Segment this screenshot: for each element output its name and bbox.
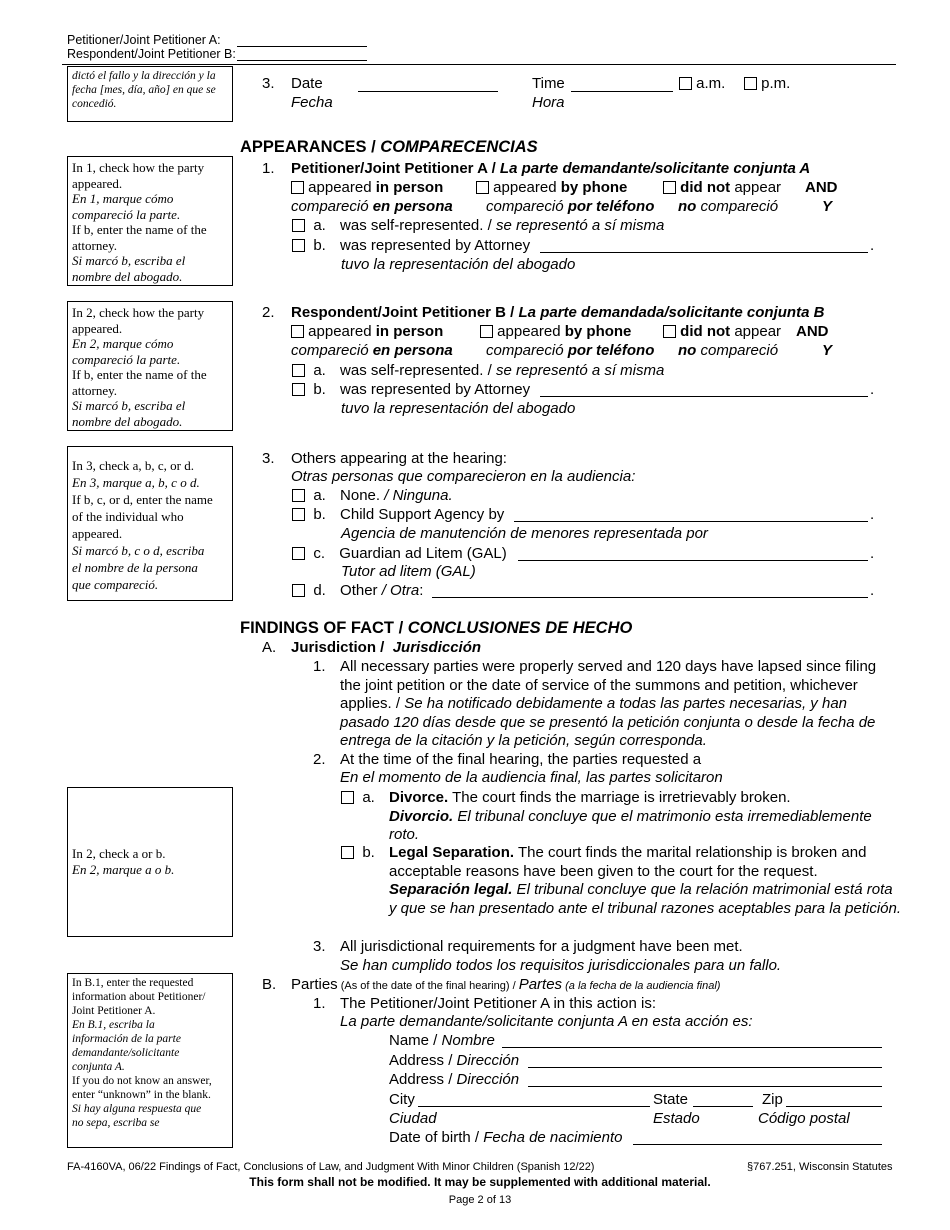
appearance-2-number: 2.	[262, 304, 275, 321]
petitioner-in-person-option[interactable]: appeared in person	[291, 179, 443, 196]
petitioner-name-field[interactable]	[237, 46, 367, 47]
es-y-label: Y	[822, 342, 833, 359]
jurisdiction-2-number: 2.	[313, 751, 326, 768]
appearances-heading: APPEARANCES / COMPARECENCIAS	[240, 138, 538, 156]
es-y-label: Y	[822, 198, 833, 215]
petitioner-did-not-appear-checkbox[interactable]	[663, 181, 676, 194]
others-appearing-title: Others appearing at the hearing:	[291, 450, 507, 467]
respondent-self-represented-option[interactable]: a. was self-represented. / se representó a sí misma	[292, 362, 664, 379]
jurisdiction-3-text: All jurisdictional requirements for a judgment have been met.	[340, 938, 743, 955]
sidebar-note-2: In 2, check how the party appeared. En 2, marque cómo compareció la parte. If b, enter the name of the attorney. Si marcó b, escriba el nombre del abogado.	[67, 301, 233, 431]
period: .	[870, 582, 875, 599]
respondent-attorney-field[interactable]	[540, 396, 868, 397]
parties-1-text: The Petitioner/Joint Petitioner A in this action is:	[340, 995, 657, 1012]
state-field[interactable]	[693, 1106, 753, 1107]
petitioner-attorney-checkbox[interactable]	[292, 239, 305, 252]
others-other-checkbox[interactable]	[292, 584, 305, 597]
hora-label: Hora	[532, 94, 565, 111]
name-label: Name / Nombre	[389, 1032, 495, 1049]
others-other-option[interactable]: d. Other / Otra:	[292, 582, 423, 599]
date-field[interactable]	[358, 91, 498, 92]
others-child-support-option[interactable]: b. Child Support Agency by	[292, 506, 504, 523]
respondent-self-represented-checkbox[interactable]	[292, 364, 305, 377]
zip-label: Zip	[762, 1091, 783, 1108]
divorce-checkbox[interactable]	[341, 791, 354, 804]
address-label-1: Address / Dirección	[389, 1052, 520, 1069]
others-gal-option[interactable]: c. Guardian ad Litem (GAL)	[292, 545, 507, 562]
dob-label: Date of birth / Fecha de nacimiento	[389, 1129, 623, 1146]
es-no-label: no compareció	[678, 342, 779, 359]
pm-option[interactable]: p.m.	[744, 75, 790, 92]
state-label-es: Estado	[653, 1110, 700, 1127]
address-field-1[interactable]	[528, 1067, 882, 1068]
state-label: State	[653, 1091, 689, 1108]
parties-1-text-es: La parte demandante/solicitante conjunta A en esta acción es:	[340, 1013, 753, 1030]
jurisdiction-3-number: 3.	[313, 938, 326, 955]
legal-separation-option[interactable]: b.	[341, 844, 375, 861]
am-option[interactable]: a.m.	[679, 75, 725, 92]
legal-separation-checkbox[interactable]	[341, 846, 354, 859]
legal-separation-text: Legal Separation. The court finds the marital relationship is broken and acceptable reasons have been given to the court for the request. Separación legal. El tribunal concluye que la relación matrimonial está rota y que se han presentado ante el tribunal razones aceptables para la petición.	[389, 844, 902, 917]
jurisdiction-2-text: At the time of the final hearing, the parties requested a	[340, 751, 702, 768]
petitioner-by-phone-option[interactable]: appeared by phone	[476, 179, 627, 196]
petitioner-self-represented-checkbox[interactable]	[292, 219, 305, 232]
period: .	[870, 545, 875, 562]
petitioner-self-represented-option[interactable]: a. was self-represented. / se representó a sí misma	[292, 217, 664, 234]
fecha-label: Fecha	[291, 94, 333, 111]
dob-field[interactable]	[633, 1144, 882, 1145]
time-field[interactable]	[571, 91, 673, 92]
appearance-2-title: Respondent/Joint Petitioner B / La parte demandada/solicitante conjunta B	[291, 304, 825, 321]
parties-heading: Parties (As of the date of the final hearing) / Partes (a la fecha de la audiencia final)	[291, 976, 721, 993]
modification-notice: This form shall not be modified. It may be supplemented with additional material.	[249, 1175, 711, 1189]
petitioner-by-phone-checkbox[interactable]	[476, 181, 489, 194]
city-label-es: Ciudad	[389, 1110, 437, 1127]
section-a-letter: A.	[262, 639, 277, 656]
time-label: Time	[532, 75, 565, 92]
jurisdiction-3-text-es: Se han cumplido todos los requisitos jurisdiccionales para un fallo.	[340, 957, 782, 974]
and-label: AND	[796, 323, 829, 340]
statute: §767.251, Wisconsin Statutes	[747, 1161, 893, 1173]
sidebar-note-0: dictó el fallo y la dirección y la fecha [mes, día, año] en que se concedió.	[67, 66, 233, 122]
others-none-checkbox[interactable]	[292, 489, 305, 502]
sidebar-note-5: In B.1, enter the requested information about Petitioner/ Joint Petitioner A. En B.1, escriba la información de la parte demandante/solicitante conjunta A. If you do not know an answer, enter “unknown” in the blank. Si hay alguna respuesta que no sepa, escriba se	[67, 973, 233, 1148]
es-by-phone-label: compareció por teléfono	[486, 198, 655, 215]
period: .	[870, 237, 875, 254]
zip-field[interactable]	[786, 1106, 882, 1107]
es-in-person-label: compareció en persona	[291, 198, 453, 215]
respondent-attorney-option[interactable]: b. was represented by Attorney	[292, 381, 530, 398]
am-checkbox[interactable]	[679, 77, 692, 90]
respondent-did-not-appear-checkbox[interactable]	[663, 325, 676, 338]
attorney-label-es: tuvo la representación del abogado	[341, 256, 576, 273]
respondent-did-not-appear-option[interactable]: did not appear	[663, 323, 781, 340]
respondent-in-person-checkbox[interactable]	[291, 325, 304, 338]
gal-field[interactable]	[518, 560, 868, 561]
es-no-label: no compareció	[678, 198, 779, 215]
others-gal-checkbox[interactable]	[292, 547, 305, 560]
others-appearing-title-es: Otras personas que comparecieron en la audiencia:	[291, 468, 636, 485]
findings-heading: FINDINGS OF FACT / CONCLUSIONES DE HECHO	[240, 619, 633, 637]
city-label: City	[389, 1091, 415, 1108]
es-in-person-label: compareció en persona	[291, 342, 453, 359]
others-child-support-checkbox[interactable]	[292, 508, 305, 521]
respondent-in-person-option[interactable]: appeared in person	[291, 323, 443, 340]
jurisdiction-heading: Jurisdiction / Jurisdicción	[291, 639, 482, 656]
jurisdiction-2-text-es: En el momento de la audiencia final, las partes solicitaron	[340, 769, 723, 786]
petitioner-attorney-option[interactable]: b. was represented by Attorney	[292, 237, 530, 254]
other-appearing-field[interactable]	[432, 597, 868, 598]
jurisdiction-1-number: 1.	[313, 658, 326, 675]
date-label: Date	[291, 75, 323, 92]
top-item-number: 3.	[262, 75, 275, 92]
parties-1-number: 1.	[313, 995, 326, 1012]
respondent-label: Respondent/Joint Petitioner B:	[67, 47, 236, 61]
period: .	[870, 506, 875, 523]
header-divider	[62, 64, 896, 65]
pm-checkbox[interactable]	[744, 77, 757, 90]
form-id: FA-4160VA, 06/22 Findings of Fact, Conclusions of Law, and Judgment With Minor Children (Spanish 12/22)	[67, 1161, 595, 1173]
zip-label-es: Código postal	[758, 1110, 850, 1127]
city-field[interactable]	[418, 1106, 650, 1107]
appearance-1-number: 1.	[262, 160, 275, 177]
respondent-name-field[interactable]	[237, 60, 367, 61]
respondent-by-phone-option[interactable]: appeared by phone	[480, 323, 631, 340]
address-label-2: Address / Dirección	[389, 1071, 520, 1088]
period: .	[870, 381, 875, 398]
gal-label-es: Tutor ad litem (GAL)	[341, 563, 476, 580]
appearance-3-number: 3.	[262, 450, 275, 467]
child-support-agency-field[interactable]	[514, 521, 868, 522]
jurisdiction-1-text: All necessary parties were properly served and 120 days have lapsed since filing the joint petition or the date of service of the summons and petition, whichever applies. / Se ha notificado debidamente a todas las partes necesarias, y han pasado 120 días desde que se presentó la petición conjunta o desde la fecha de entrega de la citación y la petición, según corresponda.	[340, 658, 877, 749]
divorce-option[interactable]: a.	[341, 789, 375, 806]
and-label: AND	[805, 179, 838, 196]
section-b-letter: B.	[262, 976, 277, 993]
sidebar-note-4: In 2, check a or b. En 2, marque a o b.	[67, 787, 233, 937]
page-number: Page 2 of 13	[448, 1194, 512, 1206]
divorce-text: Divorce. The court finds the marriage is irretrievably broken. Divorcio. El tribunal concluye que el matrimonio esta irremediablemente roto.	[389, 789, 872, 843]
petitioner-did-not-appear-option[interactable]: did not appear	[663, 179, 781, 196]
respondent-attorney-checkbox[interactable]	[292, 383, 305, 396]
sidebar-note-3: In 3, check a, b, c, or d. En 3, marque a, b, c o d. If b, c, or d, enter the name of the individual who appeared. Si marcó b, c o d, escriba el nombre de la persona que compareció.	[67, 446, 233, 601]
attorney-label-es: tuvo la representación del abogado	[341, 400, 576, 417]
address-field-2[interactable]	[528, 1086, 882, 1087]
appearance-1-title: Petitioner/Joint Petitioner A / La parte demandante/solicitante conjunta A	[291, 160, 811, 177]
name-field[interactable]	[502, 1047, 882, 1048]
es-by-phone-label: compareció por teléfono	[486, 342, 655, 359]
sidebar-note-1: In 1, check how the party appeared. En 1, marque cómo compareció la parte. If b, enter the name of the attorney. Si marcó b, escriba el nombre del abogado.	[67, 156, 233, 286]
others-none-option[interactable]: a. None. / Ninguna.	[292, 487, 453, 504]
petitioner-in-person-checkbox[interactable]	[291, 181, 304, 194]
respondent-by-phone-checkbox[interactable]	[480, 325, 493, 338]
child-support-label-es: Agencia de manutención de menores representada por	[341, 525, 708, 542]
petitioner-label: Petitioner/Joint Petitioner A:	[67, 33, 221, 47]
petitioner-attorney-field[interactable]	[540, 252, 868, 253]
